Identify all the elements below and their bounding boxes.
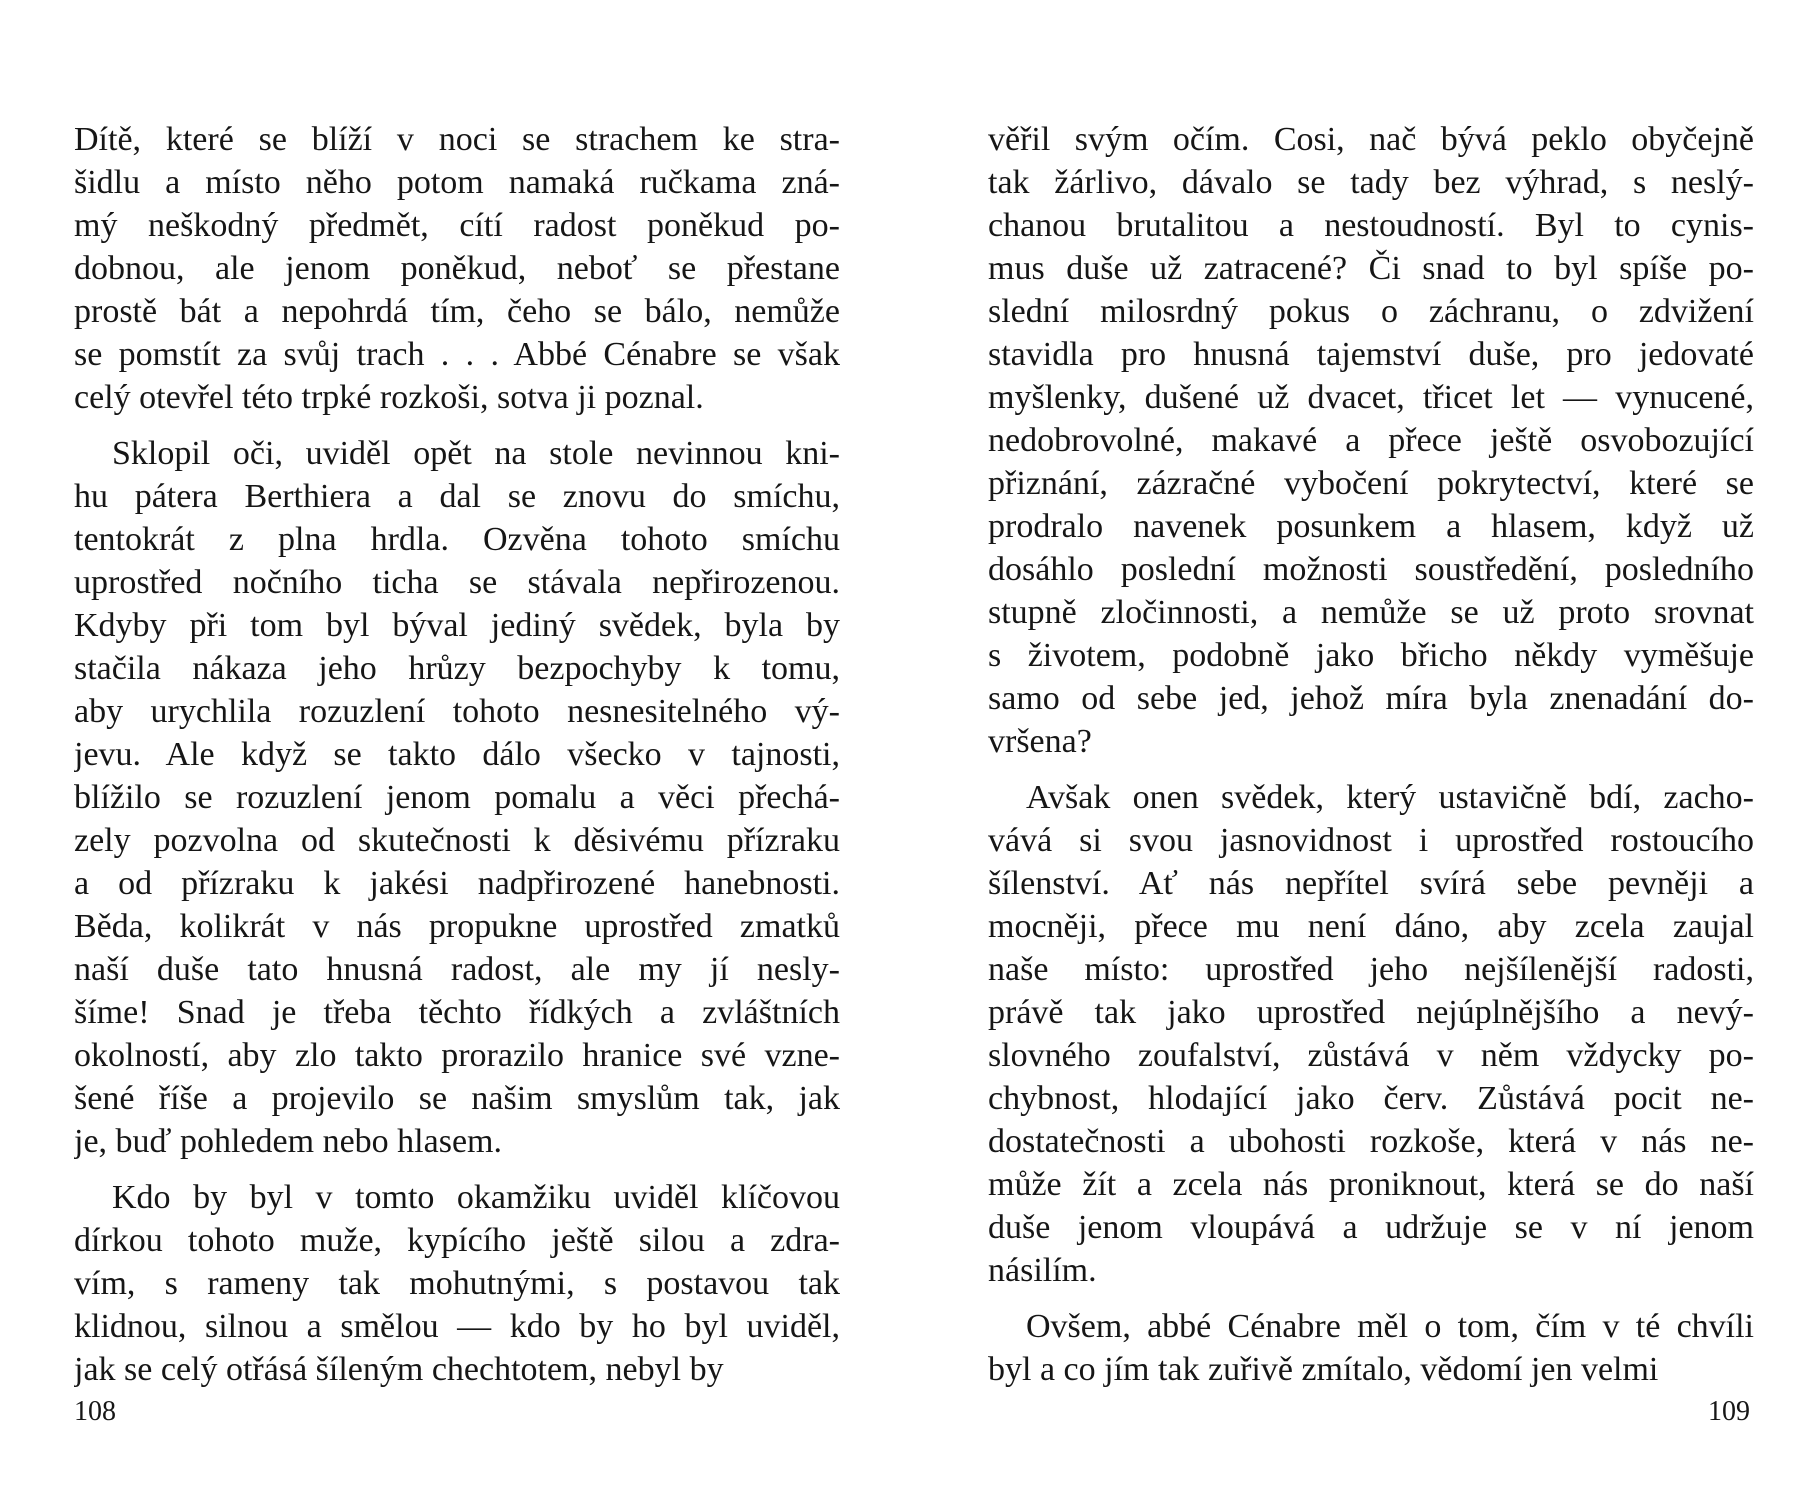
text-line: myšlenky, dušené už dvacet, třicet let — vynucené,	[988, 379, 1754, 416]
text-line: je, buď pohledem nebo hlasem.	[74, 1123, 502, 1160]
text-line: vím, s rameny tak mohutnými, s postavou tak	[74, 1265, 840, 1302]
text-line: uprostřed nočního ticha se stávala nepřirozenou.	[74, 564, 840, 601]
text-line: mocněji, přece mu není dáno, aby zcela zaujal	[988, 908, 1754, 945]
text-line: aby urychlila rozuzlení tohoto nesnesitelného vý-	[74, 693, 840, 730]
text-line: tak žárlivo, dávalo se tady bez výhrad, s neslý-	[988, 164, 1754, 201]
paragraph	[74, 432, 840, 1163]
text-line: samo od sebe jed, jehož míra byla znenadání do-	[988, 680, 1754, 717]
text-line: stupně zločinnosti, a nemůže se už proto srovnat	[988, 594, 1754, 631]
text-line: chybnost, hlodající jako červ. Zůstává pocit ne-	[988, 1080, 1754, 1117]
paragraph	[988, 118, 1754, 763]
text-line: šílenství. Ať nás nepřítel svírá sebe pevněji a	[988, 865, 1754, 902]
text-line: Sklopil oči, uviděl opět na stole nevinnou kni-	[112, 435, 840, 472]
text-line: jak se celý otřásá šíleným chechtotem, nebyl by	[74, 1351, 724, 1388]
text-line: chanou brutalitou a nestoudností. Byl to cynis-	[988, 207, 1754, 244]
text-line: stavidla pro hnusná tajemství duše, pro jedovaté	[988, 336, 1754, 373]
text-line: slovného zoufalství, zůstává v něm vždycky po-	[988, 1037, 1754, 1074]
paragraph-gap	[988, 763, 1754, 776]
text-line: tentokrát z plna hrdla. Ozvěna tohoto smíchu	[74, 521, 840, 558]
text-line: dobnou, ale jenom poněkud, neboť se přestane	[74, 250, 840, 287]
text-line: slední milosrdný pokus o záchranu, o zdvižení	[988, 293, 1754, 330]
text-line: Dítě, které se blíží v noci se strachem ke stra-	[74, 121, 840, 158]
text-line: klidnou, silnou a smělou — kdo by ho byl uviděl,	[74, 1308, 840, 1345]
page-number-right: 109	[1708, 1396, 1750, 1427]
page-number-left: 108	[74, 1396, 116, 1427]
text-line: dostatečnosti a ubohosti rozkoše, která v nás ne-	[988, 1123, 1754, 1160]
text-line: Běda, kolikrát v nás propukne uprostřed zmatků	[74, 908, 840, 945]
text-line: dosáhlo poslední možnosti soustředění, posledního	[988, 551, 1754, 588]
text-line: nedobrovolné, makavé a přece ještě osvobozující	[988, 422, 1754, 459]
text-line: okolností, aby zlo takto prorazilo hranice své vzne-	[74, 1037, 840, 1074]
text-line: Ovšem, abbé Cénabre měl o tom, čím v té chvíli	[1026, 1308, 1754, 1345]
right-text-column	[988, 118, 1754, 1391]
text-line: věřil svým očím. Cosi, nač bývá peklo obyčejně	[988, 121, 1754, 158]
text-line: byl a co jím tak zuřivě zmítalo, vědomí jen velmi	[988, 1351, 1659, 1388]
text-line: Avšak onen svědek, který ustavičně bdí, zacho-	[1026, 779, 1754, 816]
paragraph	[74, 118, 840, 419]
text-line: celý otevřel této trpké rozkoši, sotva ji poznal.	[74, 379, 704, 416]
paragraph-gap	[74, 419, 840, 432]
paragraph-gap	[74, 1163, 840, 1176]
paragraph-gap	[988, 1292, 1754, 1305]
text-line: hu pátera Berthiera a dal se znovu do smíchu,	[74, 478, 840, 515]
text-line: vršena?	[988, 723, 1092, 760]
text-line: naší duše tato hnusná radost, ale my jí nesly-	[74, 951, 840, 988]
text-line: mus duše už zatracené? Či snad to byl spíše po-	[988, 250, 1754, 287]
text-line: zely pozvolna od skutečnosti k děsivému přízraku	[74, 822, 840, 859]
left-text-column	[74, 118, 840, 1391]
text-line: prostě bát a nepohrdá tím, čeho se bálo, nemůže	[74, 293, 840, 330]
text-line: naše místo: uprostřed jeho nejšílenější radosti,	[988, 951, 1754, 988]
text-line: dírkou tohoto muže, kypícího ještě silou a zdra-	[74, 1222, 840, 1259]
text-line: s životem, podobně jako břicho někdy vyměšuje	[988, 637, 1754, 674]
text-line: a od přízraku k jakési nadpřirozené hanebnosti.	[74, 865, 840, 902]
text-line: mý neškodný předmět, cítí radost poněkud po-	[74, 207, 840, 244]
text-line: šidlu a místo něho potom namaká ručkama zná-	[74, 164, 840, 201]
text-line: přiznání, zázračné vybočení pokrytectví, které se	[988, 465, 1754, 502]
text-line: šíme! Snad je třeba těchto řídkých a zvláštních	[74, 994, 840, 1031]
text-line: Kdyby při tom byl býval jediný svědek, byla by	[74, 607, 840, 644]
text-line: násilím.	[988, 1252, 1097, 1289]
paragraph	[988, 1305, 1754, 1391]
text-line: se pomstít za svůj trach . . . Abbé Cénabre se však	[74, 336, 840, 373]
paragraph	[74, 1176, 840, 1391]
text-line: stačila nákaza jeho hrůzy bezpochyby k tomu,	[74, 650, 840, 687]
text-line: může žít a zcela nás proniknout, která se do naší	[988, 1166, 1754, 1203]
text-line: blížilo se rozuzlení jenom pomalu a věci přechá-	[74, 779, 840, 816]
paragraph	[988, 776, 1754, 1292]
text-line: šené říše a projevilo se našim smyslům tak, jak	[74, 1080, 840, 1117]
text-line: duše jenom vloupává a udržuje se v ní jenom	[988, 1209, 1754, 1246]
text-line: Kdo by byl v tomto okamžiku uviděl klíčovou	[112, 1179, 840, 1216]
text-line: prodralo navenek posunkem a hlasem, když už	[988, 508, 1754, 545]
text-line: právě tak jako uprostřed nejúplnějšího a nevý-	[988, 994, 1754, 1031]
text-line: vává si svou jasnovidnost i uprostřed rostoucího	[988, 822, 1754, 859]
right-page	[906, 0, 1812, 1500]
text-line: jevu. Ale když se takto dálo všecko v tajnosti,	[74, 736, 840, 773]
